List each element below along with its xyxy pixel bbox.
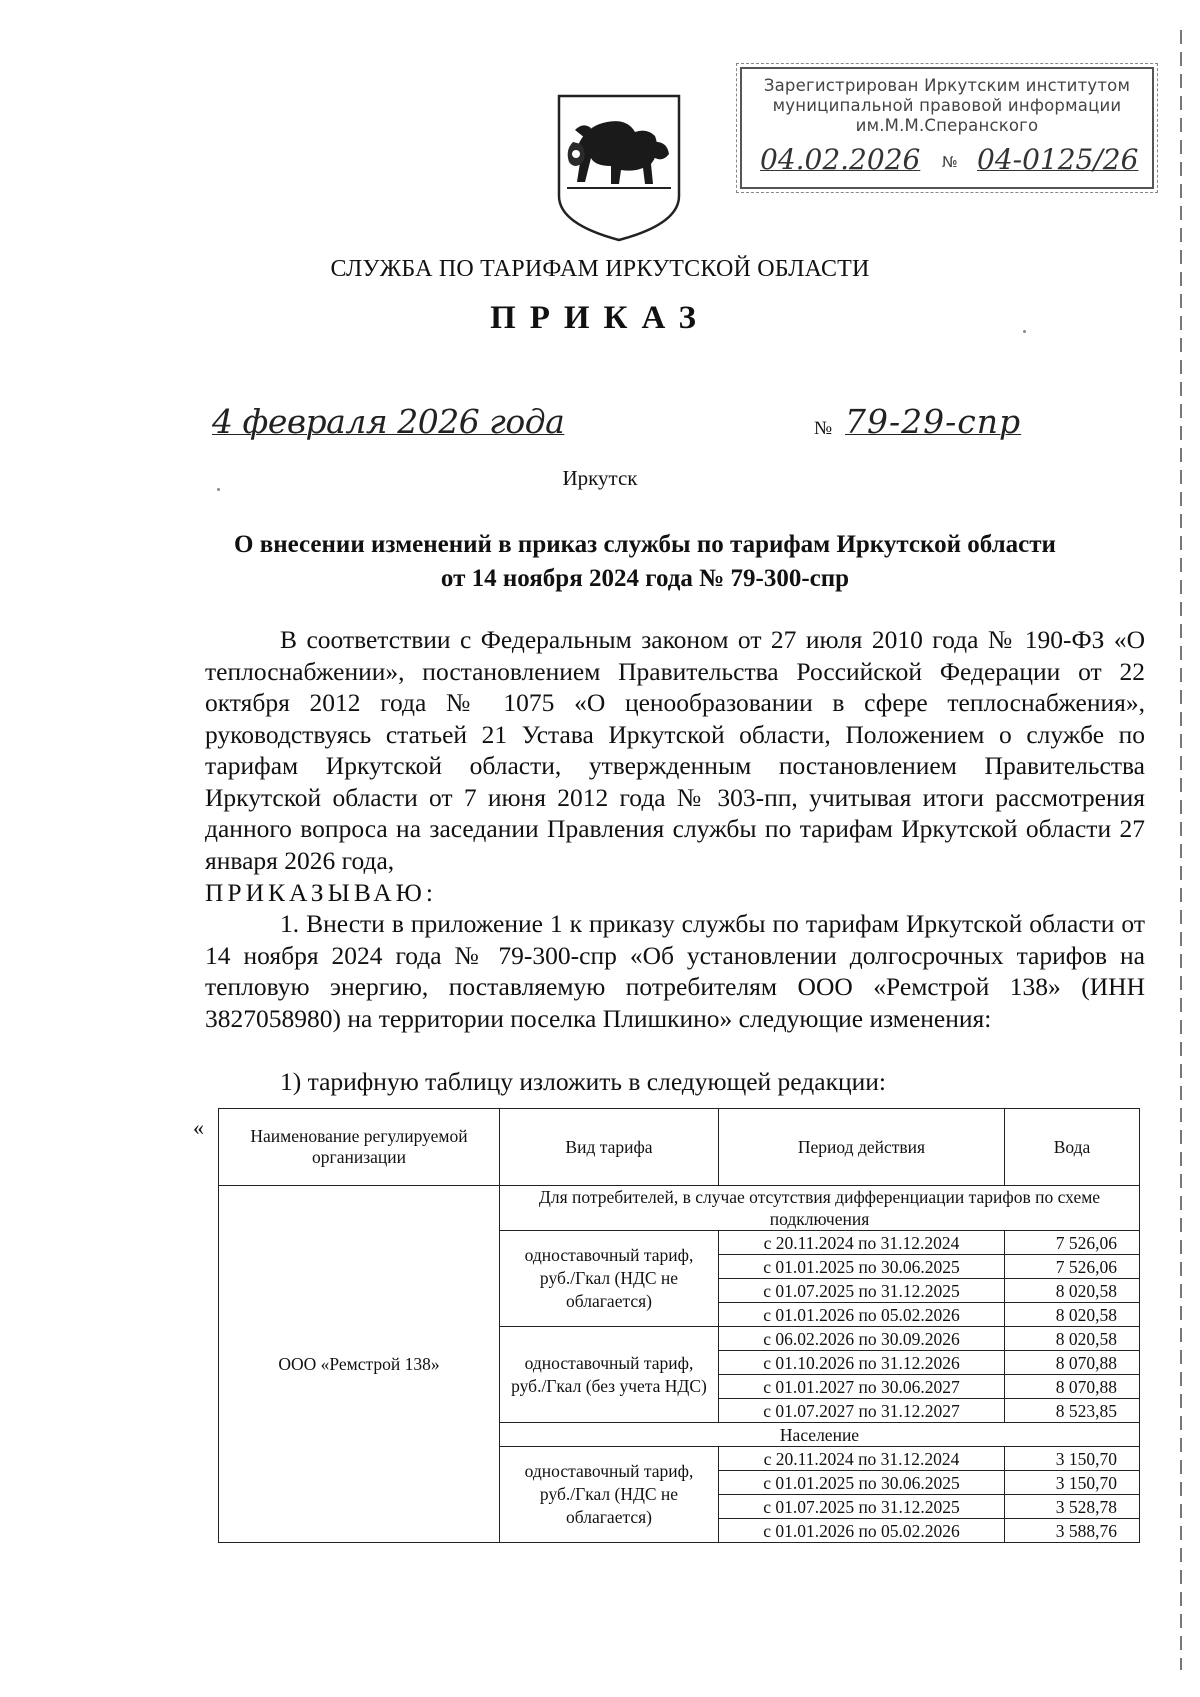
period-cell: с 01.07.2027 по 31.12.2027 — [719, 1399, 1005, 1423]
stamp-line: им.М.М.Сперанского — [855, 116, 1039, 135]
tariff-kind-cell: одноставочный тариф, руб./Гкал (НДС не облагается) — [500, 1447, 719, 1543]
value-cell: 8 020,58 — [1005, 1327, 1140, 1351]
group-label-population: Население — [500, 1423, 1140, 1447]
table-row — [219, 1186, 1140, 1231]
column-header-period: Период действия — [719, 1109, 1005, 1186]
period-cell: с 01.01.2025 по 30.06.2025 — [719, 1471, 1005, 1495]
period-cell: с 01.01.2026 по 05.02.2026 — [719, 1519, 1005, 1543]
order-number-handwritten: 79-29-спр — [845, 402, 1022, 441]
period-cell: с 01.07.2025 по 31.12.2025 — [719, 1279, 1005, 1303]
order-date-handwritten: 4 февраля 2026 года — [212, 402, 565, 441]
agency-name: СЛУЖБА ПО ТАРИФАМ ИРКУТСКОЙ ОБЛАСТИ — [330, 256, 870, 282]
tariff-kind-cell: одноставочный тариф, руб./Гкал (НДС не облагается) — [500, 1231, 719, 1327]
value-cell: 8 523,85 — [1005, 1399, 1140, 1423]
group-label-consumers: Для потребителей, в случае отсутствия дифференциации тарифов по схеме подключения — [500, 1186, 1140, 1231]
column-header-water: Вода — [1005, 1109, 1140, 1186]
stamp-number-handwritten: 04-0125/26 — [977, 143, 1139, 176]
document-type: ПРИКАЗ — [490, 300, 710, 336]
period-cell: с 01.07.2025 по 31.12.2025 — [719, 1495, 1005, 1519]
value-cell: 3 150,70 — [1005, 1447, 1140, 1471]
order-word: ПРИКАЗЫВАЮ: — [205, 878, 437, 907]
period-cell: с 20.11.2024 по 31.12.2024 — [719, 1231, 1005, 1255]
value-cell: 7 526,06 — [1005, 1231, 1140, 1255]
column-header-tariff-kind: Вид тарифа — [500, 1109, 719, 1186]
table-header-row — [219, 1109, 1140, 1186]
value-cell: 8 020,58 — [1005, 1303, 1140, 1327]
order-number-label: № — [814, 418, 833, 439]
document-title — [150, 528, 1140, 596]
period-cell: с 01.10.2026 по 31.12.2026 — [719, 1351, 1005, 1375]
tariff-table — [218, 1108, 1140, 1543]
stamp-number-label: № — [942, 153, 958, 171]
value-cell: 7 526,06 — [1005, 1255, 1140, 1279]
tariff-kind-cell: одноставочный тариф, руб./Гкал (без учета НДС) — [500, 1327, 719, 1423]
stamp-line: Зарегистрирован Иркутским институтом — [763, 76, 1131, 95]
value-cell: 3 150,70 — [1005, 1471, 1140, 1495]
value-cell: 8 070,88 — [1005, 1375, 1140, 1399]
period-cell: с 20.11.2024 по 31.12.2024 — [719, 1447, 1005, 1471]
opening-quote: « — [193, 1115, 204, 1140]
item-1-1-paragraph: 1) тарифную таблицу изложить в следующей редакции: — [280, 1067, 886, 1096]
stamp-line: муниципальной правовой информации — [772, 96, 1122, 115]
stamp-date-handwritten: 04.02.2026 — [760, 143, 921, 176]
title-line: от 14 ноября 2024 года № 79-300-спр — [440, 565, 850, 592]
title-line: О внесении изменений в приказ службы по тарифам Иркутской области — [234, 531, 1056, 558]
item-1-paragraph: 1. Внести в приложение 1 к приказу службы по тарифам Иркутской области от 14 ноября 2024 года № 79-300-спр «Об установлении долгосрочных тарифов на тепловую энергию, поставляемую потребителям ООО «Ремстрой 138» (ИНН 3827058980) на территории поселка Плишкино» следующие изменения: — [205, 909, 1145, 1033]
period-cell: с 06.02.2026 по 30.09.2026 — [719, 1327, 1005, 1351]
city-name: Иркутск — [562, 466, 638, 490]
value-cell: 3 588,76 — [1005, 1519, 1140, 1543]
preamble-paragraph: В соответствии с Федеральным законом от 27 июля 2010 года № 190-ФЗ «О теплоснабжении», постановлением Правительства Российской Федерации от 22 октября 2012 года № 1075 «О ценообразовании в сфере теплоснабжения», руководствуясь статьей 21 Устава Иркутской области, Положением о службе по тарифам Иркутской области, утвержденным постановлением Правительства Иркутской области от 7 июня 2012 года № 303-пп, учитывая итоги рассмотрения данного вопроса на заседании Правления службы по тарифам Иркутской области 27 января 2026 года, — [205, 625, 1145, 875]
value-cell: 3 528,78 — [1005, 1495, 1140, 1519]
irkutsk-coat-of-arms-icon — [555, 92, 683, 242]
value-cell: 8 020,58 — [1005, 1279, 1140, 1303]
value-cell: 8 070,88 — [1005, 1351, 1140, 1375]
column-header-organization: Наименование регулируемой организации — [219, 1109, 500, 1186]
period-cell: с 01.01.2027 по 30.06.2027 — [719, 1375, 1005, 1399]
organization-cell: ООО «Ремстрой 138» — [219, 1186, 500, 1543]
period-cell: с 01.01.2026 по 05.02.2026 — [719, 1303, 1005, 1327]
registration-stamp — [740, 67, 1154, 189]
period-cell: с 01.01.2025 по 30.06.2025 — [719, 1255, 1005, 1279]
